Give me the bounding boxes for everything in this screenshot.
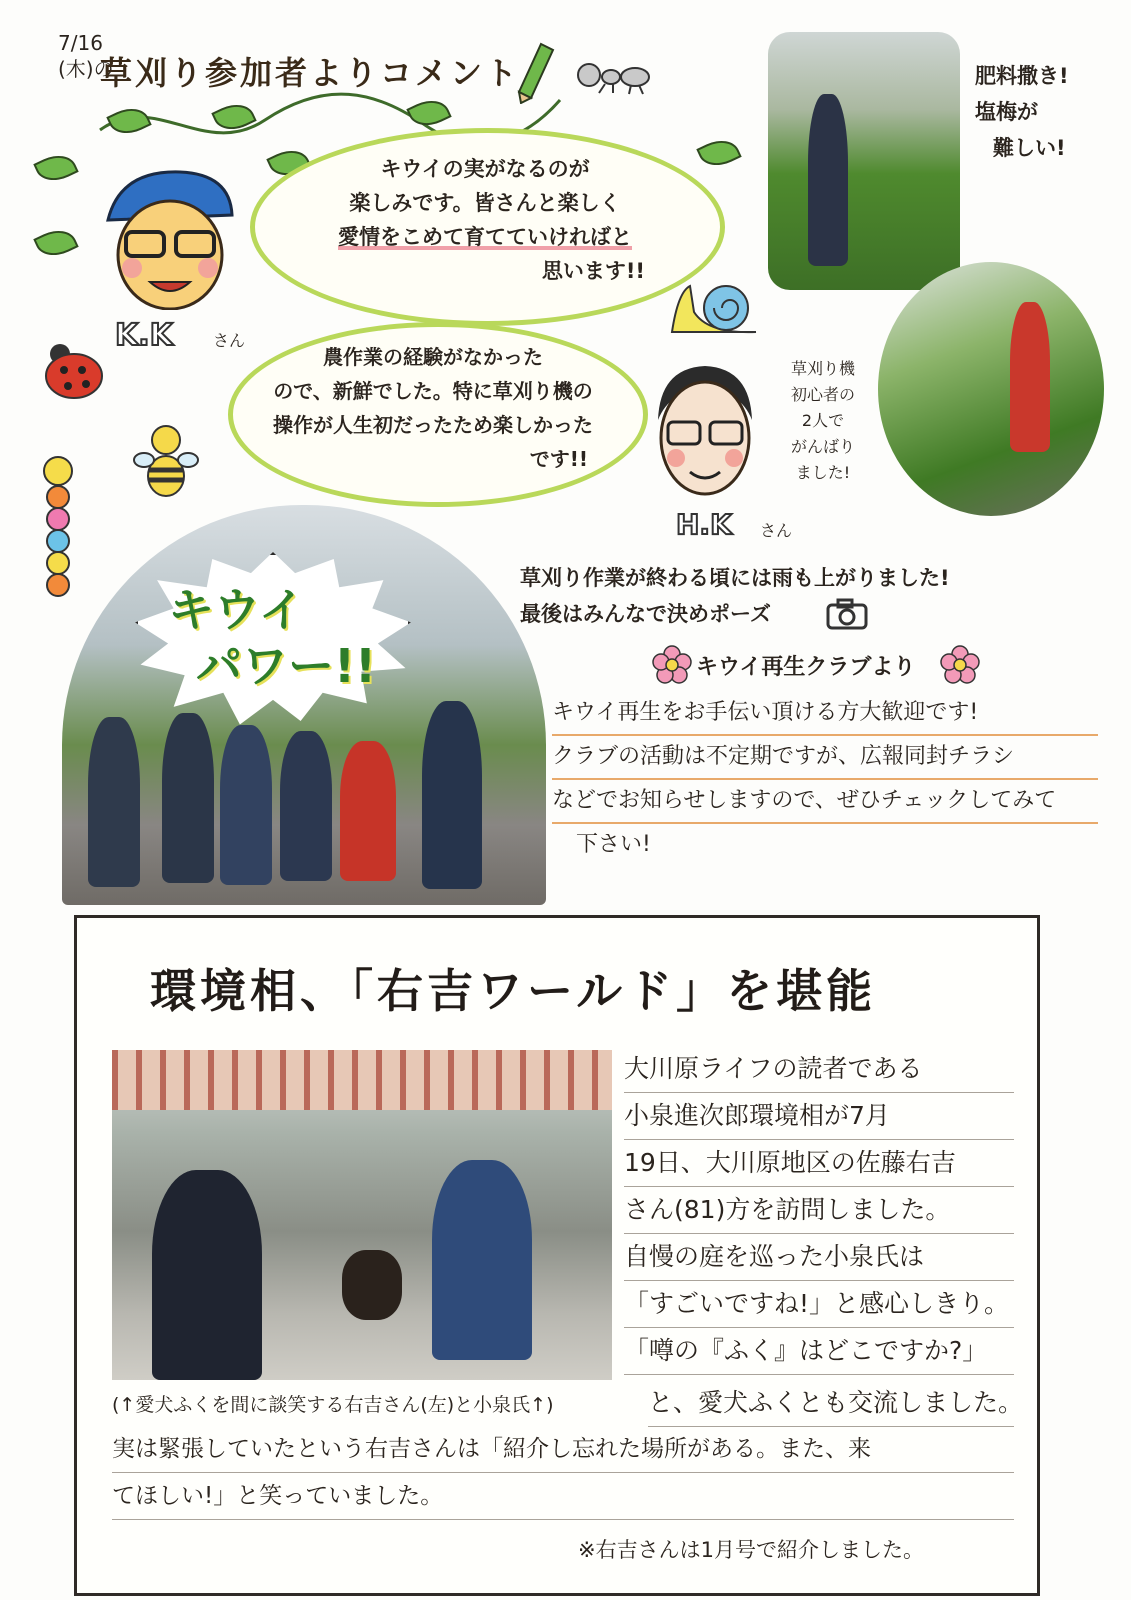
hk-suffix: さん — [760, 521, 793, 540]
news-right-column — [624, 1046, 1014, 1375]
mowing-note — [778, 356, 868, 486]
dog-fuku — [342, 1250, 402, 1320]
club-line: 下さい! — [576, 832, 651, 857]
header-title: 草刈り参加者よりコメント — [100, 54, 521, 92]
snail-icon — [668, 272, 760, 344]
news-line: てほしい!」と笑っていました。 — [112, 1473, 1014, 1520]
kk-comment-line: キウイの実がなるのが — [380, 157, 590, 181]
koizumi-figure — [432, 1160, 532, 1360]
pose-caption-line: 草刈り作業が終わる頃には雨も上がりました! — [520, 566, 950, 590]
camera-icon — [826, 598, 868, 630]
news-title: 環境相、「右吉ワールド」を堪能 — [150, 964, 877, 1018]
mowing-worker — [1010, 302, 1050, 452]
club-line: などでお知らせしますので、ぜひチェックしてみて — [552, 780, 1098, 824]
leaf-icon — [696, 133, 741, 173]
hk-comment-line: ので、新鮮でした。特に草刈り機の — [273, 379, 593, 403]
club-line: クラブの活動は不定期ですが、広報同封チラシ — [552, 736, 1098, 780]
news-photo — [112, 1050, 612, 1380]
mowing-note-line: がんばり — [790, 437, 855, 456]
kk-comment-line: 愛情をこめて育てていければと — [338, 225, 632, 249]
kiwi-power-line: パワー!! — [196, 639, 376, 693]
news-line: 19日、大川原地区の佐藤右吉 — [624, 1140, 1014, 1187]
fertilizer-note-line: 塩梅が — [975, 100, 1038, 124]
kk-comment-line: 楽しみです。皆さんと楽しく — [349, 191, 621, 215]
news-photo-caption: (↑愛犬ふくを間に談笑する右吉さん(左)と小泉氏↑) — [112, 1394, 554, 1416]
fertilizer-note-line: 肥料撒き! — [975, 64, 1069, 88]
club-line: キウイ再生をお手伝い頂ける方大歓迎です! — [552, 692, 1098, 736]
caterpillar-icon — [36, 455, 80, 605]
news-bottom — [112, 1426, 1014, 1520]
kiwi-power-line: キウイ — [168, 583, 305, 637]
ukichi-figure — [152, 1170, 262, 1380]
hk-comment-line: 農作業の経験がなかった — [323, 345, 543, 369]
leaf-icon — [33, 223, 78, 263]
team-member — [340, 741, 396, 881]
kk-name: K.K — [115, 318, 173, 353]
flower-icon — [652, 645, 692, 685]
kk-suffix: さん — [213, 331, 246, 350]
kk-portrait — [100, 160, 240, 310]
news-line: 「すごいですね!」と感心しきり。 — [624, 1281, 1014, 1328]
news-line: さん(81)方を訪問しました。 — [624, 1187, 1014, 1234]
pencil-icon — [515, 42, 555, 104]
hk-comment — [248, 340, 618, 476]
hk-comment-line: です!! — [529, 447, 588, 471]
club-title: キウイ再生クラブより — [696, 655, 916, 680]
fertilizer-note-line: 難しい! — [993, 136, 1066, 160]
mowing-note-line: ました! — [795, 463, 851, 482]
pose-caption-line: 最後はみんなで決めポーズ — [520, 602, 771, 626]
bee-icon — [132, 420, 200, 500]
leaf-icon — [33, 148, 78, 188]
news-note: ※右吉さんは1月号で紹介しました。 — [578, 1538, 924, 1562]
team-member — [220, 725, 272, 885]
team-member — [88, 717, 140, 887]
news-line: 実は緊張していたという右吉さんは「紹介し忘れた場所がある。また、来 — [112, 1426, 1014, 1473]
worker-figure — [808, 94, 848, 266]
mowing-note-line: 草刈り機 — [790, 359, 855, 378]
pergola-roof — [112, 1050, 612, 1110]
flower-icon — [940, 645, 980, 685]
news-line: 大川原ライフの読者である — [624, 1046, 1014, 1093]
kk-comment-line: 思います!! — [541, 259, 645, 283]
team-member — [162, 713, 214, 883]
news-line: 「噂の『ふく』はどこですか?」 — [624, 1328, 1014, 1375]
header-date: 7/16 (木)の — [58, 31, 114, 81]
mowing-note-line: 2人で — [801, 411, 845, 430]
team-member — [280, 731, 332, 881]
club-notice — [552, 692, 1098, 866]
hk-comment-line: 操作が人生初だったため楽しかった — [273, 413, 593, 437]
hk-portrait — [650, 360, 760, 500]
mowing-note-line: 初心者の — [790, 385, 855, 404]
ladybug-icon — [38, 340, 108, 402]
news-line: と、愛犬ふくとも交流しました。 — [648, 1380, 1014, 1427]
hk-name: H.K — [676, 508, 732, 541]
fertilizer-note — [975, 58, 1069, 166]
news-line: 小泉進次郎環境相が7月 — [624, 1093, 1014, 1140]
kiwi-power-text — [168, 582, 376, 694]
kk-comment — [285, 152, 685, 288]
fertilizer-photo — [768, 32, 960, 290]
news-line: 自慢の庭を巡った小泉氏は — [624, 1234, 1014, 1281]
pose-caption — [520, 560, 950, 632]
mowing-photo — [878, 262, 1104, 516]
ant-icon — [575, 55, 660, 95]
team-member — [422, 701, 482, 889]
